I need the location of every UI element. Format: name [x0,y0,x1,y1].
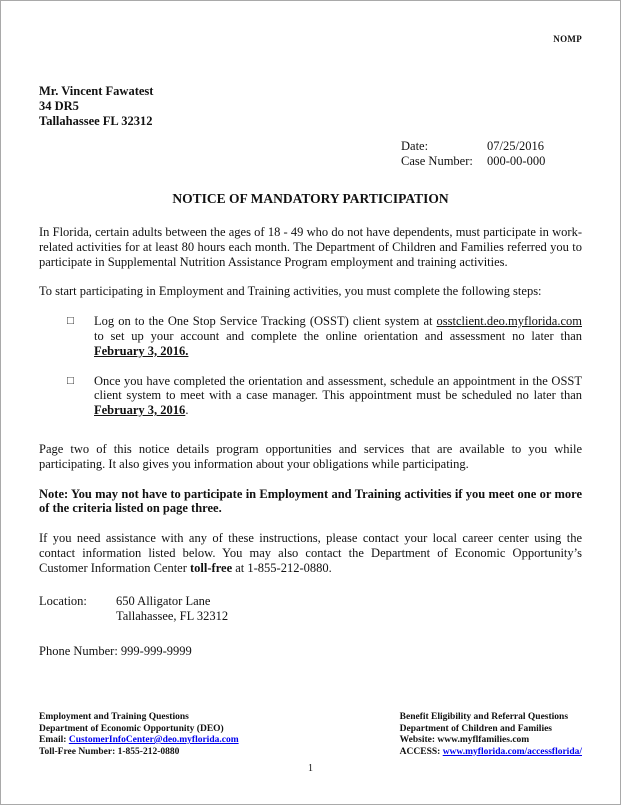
footer-left-dept: Department of Economic Opportunity (DEO) [39,723,224,734]
location-address [116,594,228,624]
footer-right-dept: Department of Children and Families [399,723,553,734]
checkbox-icon: □ [67,374,74,387]
date-value: 07/25/2016 [487,139,544,153]
access-label: ACCESS: [399,746,443,757]
recipient-address-block [39,84,582,129]
step-2-post: . [185,403,189,418]
phone-number: Phone Number: 999-999-9999 [39,643,192,658]
footer-right-access-row [400,747,582,759]
footer-left-tollfree: Toll-Free Number: 1-855-212-0880 [39,746,180,757]
checkbox-icon: □ [67,315,74,328]
date-label: Date: [401,139,429,153]
footer [39,712,582,758]
footer-right-column [400,712,582,758]
case-number-value: 000-00-000 [487,154,546,168]
assistance-tollfree: toll-free [190,560,233,575]
footer-left-email-row [39,735,239,747]
note-paragraph: Note: You may not have to participate in Employment and Training activities if you meet one or more of the criteria listed on page three. [39,486,582,516]
website-value: www.myflfamilies.com [437,735,530,745]
assistance-paragraph [39,531,582,575]
form-code: NOMP [553,34,582,44]
assistance-pre: If you need assistance with any of these instructions, please contact your local career center using the contact information listed below. You may also contact the Department of Economic Opportunity’s Customer Information Center [39,531,582,575]
steps-intro-paragraph: To start participating in Employment and Training activities, you must complete the following steps: [39,284,542,299]
document-title: NOTICE OF MANDATORY PARTICIPATION [172,191,449,206]
website-label: Website: [399,735,438,745]
assistance-post: at 1-855-212-0880. [232,560,332,575]
step-1-text [94,314,582,358]
date-row [401,139,582,154]
page-number: 1 [308,763,313,774]
page-two-paragraph: Page two of this notice details program opportunities and services that are available to you while participating. It also gives you information about your obligations while participating. [39,441,582,471]
recipient-name: Mr. Vincent Fawatest [39,84,154,98]
step-1-mid: to set up your account and complete the online orientation and assessment no later than [94,328,582,343]
osst-client-link[interactable]: osstclient.deo.myflorida.com [436,314,582,329]
step-1-pre: Log on to the One Stop Service Tracking (OSST) client system at [94,314,437,329]
footer-right-website-row [400,735,582,747]
date-case-block [401,139,582,169]
step-item-2 [67,374,582,418]
location-label: Location: [39,593,87,608]
email-link[interactable]: CustomerInfoCenter@deo.myflorida.com [68,735,239,745]
location-block [39,594,582,624]
access-link[interactable]: www.myflorida.com/accessflorida/ [442,746,582,757]
email-label: Email: [39,735,69,745]
location-line1: 650 Alligator Lane [116,593,211,608]
recipient-address-line1: 34 DR5 [39,99,79,113]
step-item-1 [67,314,582,358]
recipient-address-line2: Tallahassee FL 32312 [39,114,153,128]
step-2-pre: Once you have completed the orientation and assessment, schedule an appointment in the OSST client system to meet with a case manager. This appointment must be scheduled no later than [94,373,582,403]
location-line2: Tallahassee, FL 32312 [116,608,229,623]
case-number-label: Case Number: [401,154,473,168]
footer-left-title: Employment and Training Questions [39,712,189,722]
intro-paragraph: In Florida, certain adults between the ages of 18 - 49 who do not have dependents, must participate in work-related activities for at least 80 hours each month. The Department of Children and Families referred you to participate in Supplemental Nutrition Assistance Program employment and training activities. [39,225,582,269]
footer-right-title: Benefit Eligibility and Referral Questions [399,712,569,722]
footer-left-column [39,712,239,758]
step-2-deadline: February 3, 2016 [94,403,186,418]
case-number-row [401,154,582,169]
step-2-text [94,374,582,418]
step-1-deadline: February 3, 2016. [94,343,189,358]
